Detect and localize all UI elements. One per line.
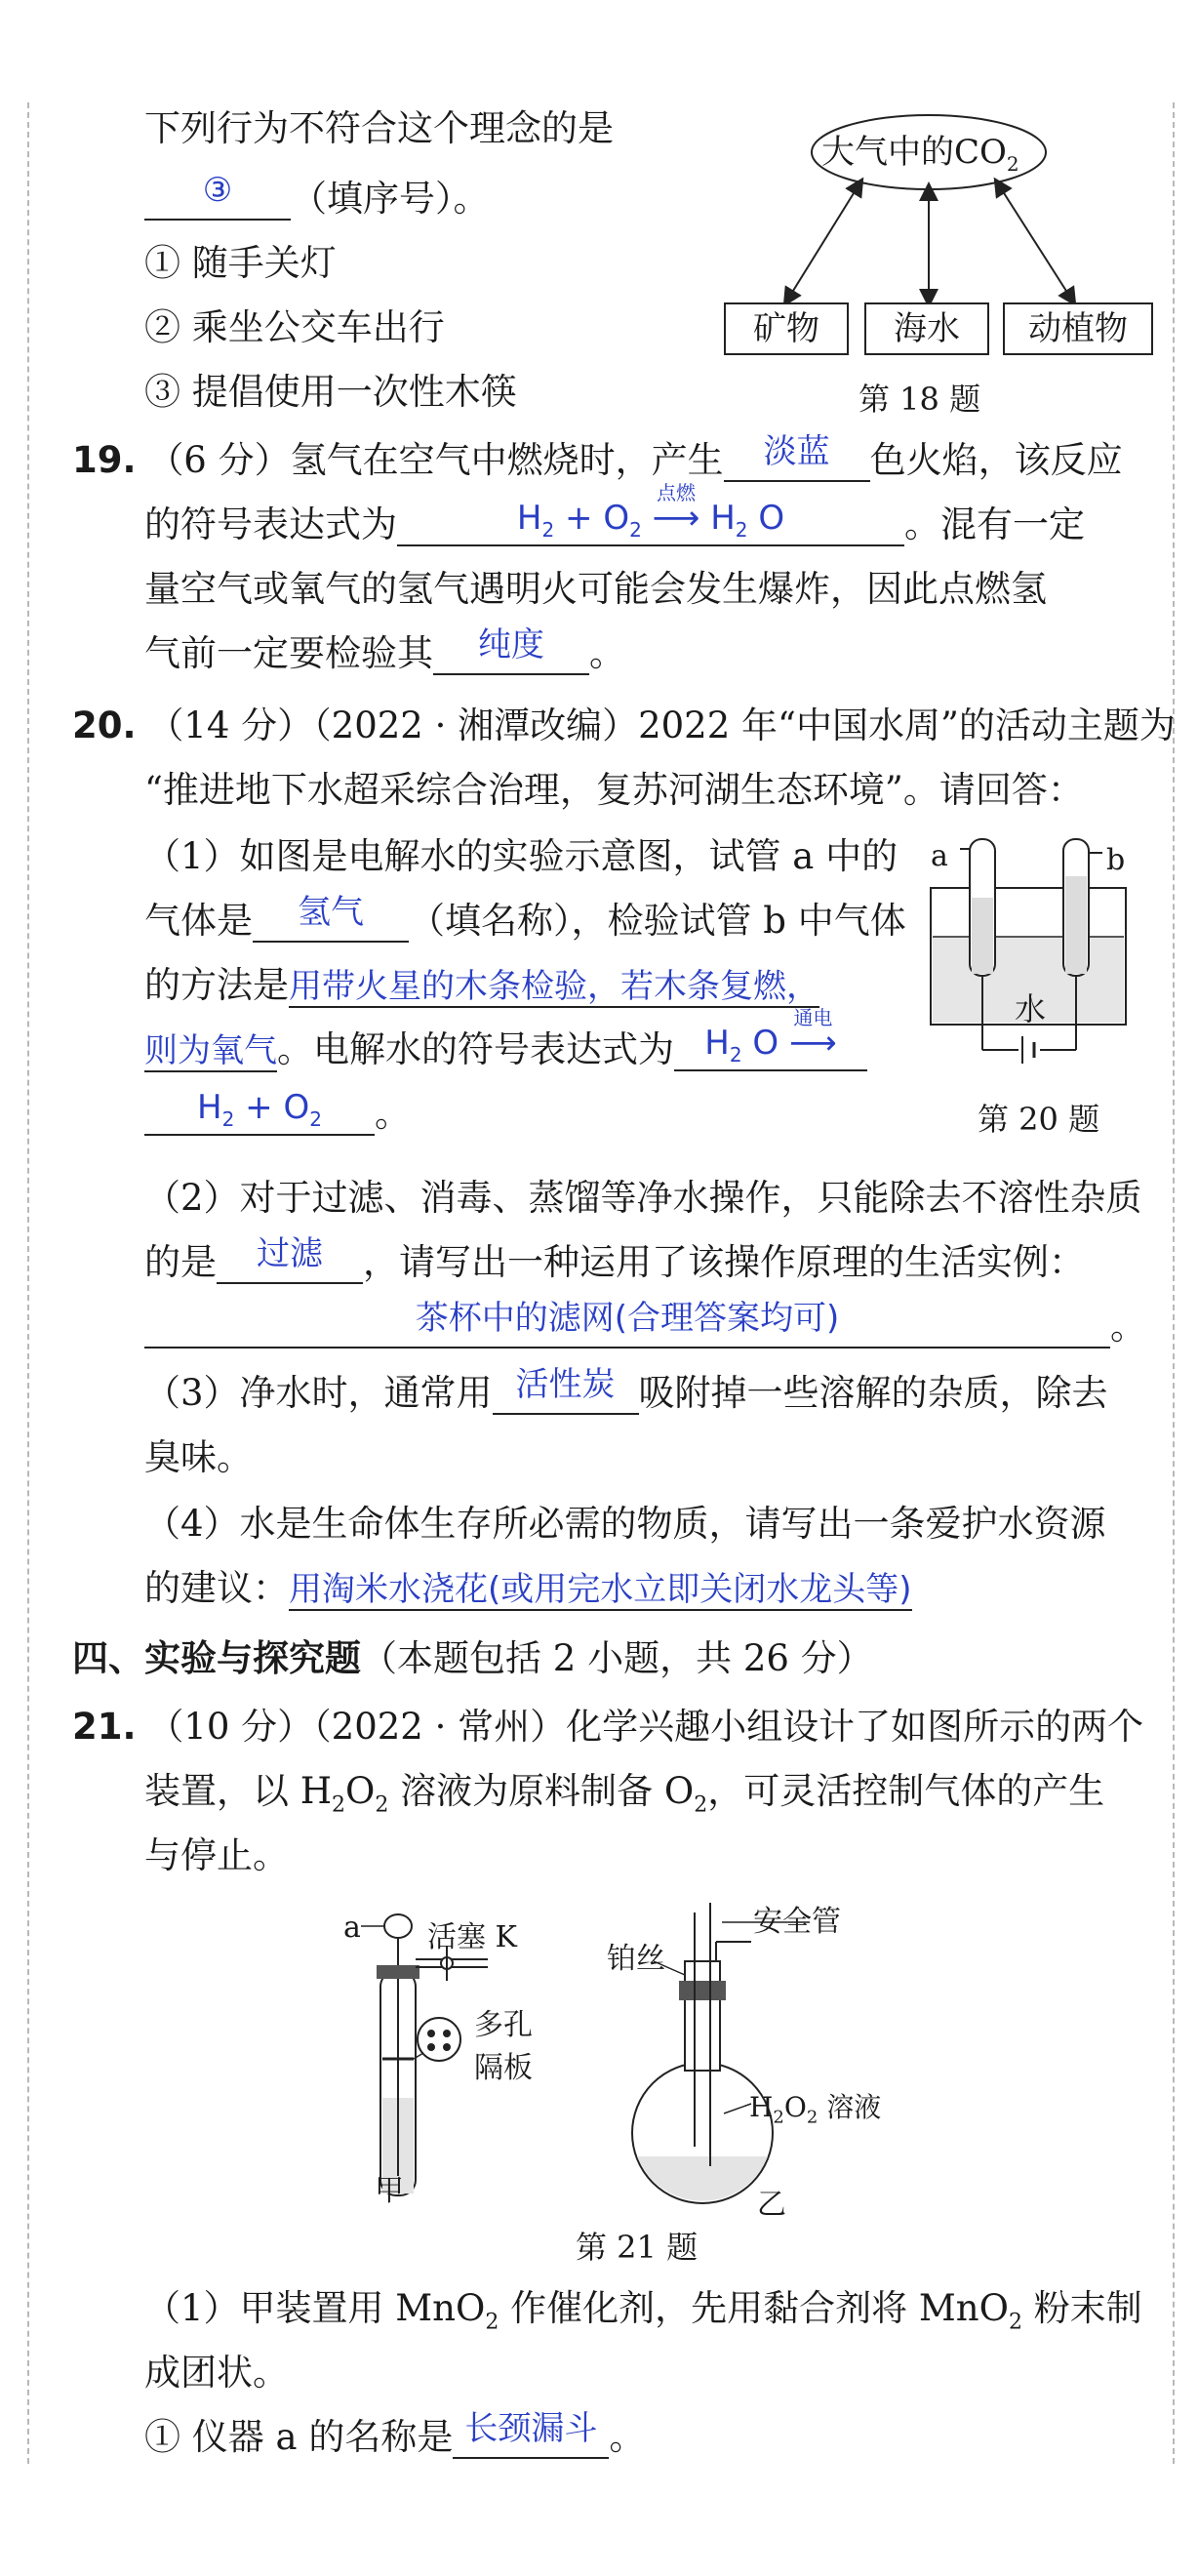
q20-answer-gas: 氢气	[298, 893, 364, 932]
q21-line3: 与停止。	[144, 1834, 289, 1876]
section4-heading	[72, 1635, 873, 1682]
label-b: b	[1106, 843, 1126, 877]
q20-p1-line2	[144, 893, 906, 945]
sol-o: O	[783, 2091, 807, 2123]
q20-p1-line5	[144, 1088, 411, 1138]
q19-text-2b: 。混有一定	[904, 503, 1085, 545]
q21-line1	[72, 1704, 1143, 1751]
q21-sub-3: 2	[694, 1792, 708, 1818]
q20-blank-gas	[253, 893, 409, 943]
q19-line1	[72, 432, 1123, 484]
eq-h2o-o: O	[747, 499, 785, 538]
q20-p2-text-2a: 的是	[144, 1241, 217, 1283]
q20-eq-h-sub: 2	[729, 1042, 742, 1067]
q20-blank-example	[144, 1299, 1110, 1348]
q18-answer-blank	[144, 171, 291, 221]
q20-p1-text-4b: 。电解水的符号表达式为	[277, 1028, 674, 1070]
q18-answer: ③	[202, 171, 233, 210]
q18-option-1: ① 随手关灯	[144, 242, 337, 284]
q19-number: 19.	[72, 439, 137, 481]
q21-blank-instrument	[453, 2409, 609, 2459]
q20-eq-o: O	[741, 1024, 779, 1063]
label-porous-2: 隔板	[474, 2051, 533, 2085]
label-water: 水	[1015, 990, 1047, 1027]
q20-p2-line2	[144, 1234, 1085, 1286]
q20-eq2-h: H	[197, 1088, 222, 1127]
q18-line2	[144, 171, 490, 222]
section4-note: （本题包括 2 小题，共 26 分）	[361, 1637, 873, 1679]
q21-p1-text-1a: （1）甲装置用 MnO	[144, 2287, 486, 2329]
q20-p1-text-3a: 的方法是	[144, 964, 289, 1006]
q21-text-2d: ，可灵活控制气体的产生	[707, 1770, 1105, 1812]
q20-answer-method-2: 则为氧气	[144, 1031, 277, 1070]
q21-p1-text-1c: 粉末制	[1021, 2287, 1142, 2329]
q20-answer-example: 茶杯中的滤网(合理答案均可)	[415, 1299, 840, 1338]
q21-p1-line1	[144, 2285, 1142, 2346]
q19-answer-1: 淡蓝	[763, 432, 830, 471]
q20-p1-line4	[144, 1006, 867, 1074]
q20-p3-line2: 臭味。	[144, 1436, 253, 1478]
q20-p4-line2	[144, 1565, 912, 1613]
q21-p1-line2: 成团状。	[144, 2352, 289, 2394]
eq-o-sub: 2	[629, 517, 642, 542]
q20-p3-line1	[144, 1365, 1108, 1417]
q19-text-1a: （6 分）氢气在空气中燃烧时，产生	[147, 439, 724, 481]
q20-answer-suggestion: 用淘米水浇花(或用完水立即关闭水龙头等)	[289, 1570, 912, 1609]
q20-p1-end: 。	[375, 1093, 411, 1135]
q20-eq2-o-sub: 2	[309, 1107, 322, 1131]
q21-text-2c: 溶液为原料制备 O	[388, 1770, 695, 1812]
q20-p2-line3	[144, 1299, 1146, 1350]
q20-eq-blank-1	[674, 1006, 867, 1071]
sol-sub-1: 2	[773, 2107, 784, 2128]
label-safety-tube: 安全管	[753, 1905, 841, 1939]
box-seawater: 海水	[864, 302, 989, 355]
q20-eq-part-1	[704, 1006, 837, 1067]
q21-p1-line3	[144, 2409, 646, 2461]
eq-h-sub: 2	[541, 517, 555, 542]
sol-h: H	[749, 2091, 774, 2123]
q18-caption: 第 18 题	[859, 381, 981, 418]
eq-condition: 点燃	[657, 481, 697, 504]
q19-line2	[144, 481, 1085, 548]
q20-answer-filter: 过滤	[257, 1234, 323, 1273]
section4-title: 四、实验与探究题	[72, 1637, 361, 1679]
q20-p1-text-2b: （填名称），检验试管 b 中气体	[409, 900, 906, 942]
arrow-to-organisms	[999, 185, 1071, 299]
q20-eq2-h-sub: 2	[221, 1107, 235, 1131]
q20-caption: 第 20 题	[978, 1101, 1100, 1138]
q20-eq-arrow: 通电 ⟶	[789, 1020, 837, 1067]
q21-p1-end: 。	[609, 2416, 646, 2458]
q19-line3: 量空气或氧气的氢气遇明火可能会发生爆炸，因此点燃氢	[144, 568, 1047, 610]
q20-p2-text-2b: ，请写出一种运用了该操作原理的生活实例：	[363, 1241, 1085, 1283]
q20-p4-line1: （4）水是生命体生存所必需的物质，请写出一条爱护水资源	[144, 1503, 1106, 1545]
jia-funnel-bulb	[384, 1914, 412, 1938]
q19-text-1b: 色火焰，该反应	[869, 439, 1123, 481]
q19-equation	[516, 481, 785, 542]
eq-plus-o: + O	[554, 499, 630, 538]
q20-blank-carbon	[493, 1365, 639, 1415]
q20-blank-filter	[217, 1234, 363, 1284]
sol-text: 溶液	[818, 2091, 882, 2123]
q21-answer-instrument: 长颈漏斗	[464, 2409, 598, 2448]
box-organisms: 动植物	[1003, 302, 1153, 355]
q20-text-1: （14 分）（2022 · 湘潭改编）2022 年“中国水周”的活动主题为	[147, 704, 1176, 746]
q19-text-2a: 的符号表达式为	[144, 503, 397, 545]
q20-eq-part-2	[197, 1088, 322, 1131]
q21-text-2b: O	[345, 1770, 376, 1812]
eq-h2o-sub: 2	[735, 517, 748, 542]
q19-blank-1	[724, 432, 870, 482]
box-minerals: 矿物	[724, 302, 849, 355]
q21-sub-1: 2	[332, 1792, 346, 1818]
q19-answer-2: 纯度	[478, 625, 544, 664]
label-platinum: 铂丝	[607, 1942, 665, 1976]
q18-option-3: ③ 提倡使用一次性木筷	[144, 371, 517, 413]
arrow-to-minerals	[788, 185, 859, 299]
q19-line4	[144, 625, 625, 677]
q21-text-1: （10 分）（2022 · 常州）化学兴趣小组设计了如图所示的两个	[147, 1706, 1144, 1748]
q18-suffix: （填序号）。	[291, 178, 490, 220]
eq-arrow: 点燃 ⟶	[653, 495, 700, 542]
q21-sub-2: 2	[375, 1792, 389, 1818]
q19-text-4a: 气前一定要检验其	[144, 632, 433, 674]
q21-p1-sub-1: 2	[485, 2310, 499, 2335]
q21-number: 21.	[72, 1706, 137, 1748]
q20-p1-line3	[144, 962, 819, 1010]
q20-p1-text-2a: 气体是	[144, 900, 253, 942]
q20-line1	[72, 703, 1176, 749]
q20-eq2-o: + O	[234, 1088, 310, 1127]
right-margin-rule	[1173, 102, 1175, 2464]
q19-equation-blank	[397, 481, 904, 546]
label-yi: 乙	[757, 2188, 786, 2222]
label-stopcock: 活塞 K	[427, 1920, 517, 1954]
co2-label	[821, 129, 1019, 187]
q20-eq-condition: 通电	[793, 1006, 833, 1029]
q21-caption: 第 21 题	[576, 2229, 699, 2266]
q21-p1-text-1b: 作催化剂，先用黏合剂将 MnO	[499, 2287, 1009, 2329]
sol-sub-2: 2	[806, 2107, 819, 2128]
q21-p1-sub-2: 2	[1008, 2310, 1022, 2335]
q20-eq-h: H	[704, 1024, 730, 1063]
q20-answer-carbon: 活性炭	[515, 1365, 616, 1404]
left-margin-rule	[27, 102, 29, 2464]
q20-eq-blank-2	[144, 1088, 375, 1136]
q20-electrolysis-diagram	[921, 829, 1136, 1083]
q21-p1-text-3a: ① 仪器 a 的名称是	[144, 2416, 454, 2458]
q21-text-2a: 装置，以 H	[144, 1770, 333, 1812]
label-h2o2-solution	[749, 2084, 881, 2142]
q20-p2-end: 。	[1110, 1306, 1146, 1348]
q20-answer-method-1: 用带火星的木条检验，若木条复燃，	[289, 967, 819, 1006]
q21-line2	[144, 1768, 1104, 1829]
yi-flask-neck	[685, 1961, 720, 2071]
q19-blank-2	[433, 625, 589, 675]
q20-line2: “推进地下水超采综合治理，复苏河湖生态环境”。请回答：	[144, 769, 1084, 811]
q20-p3-text-1b: 吸附掉一些溶解的杂质，除去	[638, 1372, 1108, 1414]
q20-p2-line1: （2）对于过滤、消毒、蒸馏等净水操作，只能除去不溶性杂质	[144, 1177, 1142, 1219]
label-jia: 甲	[375, 2174, 404, 2208]
label-a-funnel: a	[343, 1911, 361, 1945]
label-porous-1: 多孔	[474, 2008, 533, 2042]
eq-h2o-h: H	[710, 499, 736, 538]
q18-line1: 下列行为不符合这个理念的是	[144, 107, 614, 149]
q20-number: 20.	[72, 704, 137, 746]
eq-h: H	[516, 499, 542, 538]
label-a: a	[931, 839, 948, 873]
q18-option-2: ② 乘坐公交车出行	[144, 306, 445, 348]
q19-text-4b: 。	[589, 632, 625, 674]
co2-label-sub: 2	[1006, 151, 1019, 176]
q20-p4-text-2a: 的建议：	[144, 1567, 289, 1609]
co2-label-text: 大气中的CO	[821, 133, 1007, 172]
q20-p1-line1: （1）如图是电解水的实验示意图，试管 a 中的	[144, 835, 898, 877]
q20-p3-text-1a: （3）净水时，通常用	[144, 1372, 493, 1414]
